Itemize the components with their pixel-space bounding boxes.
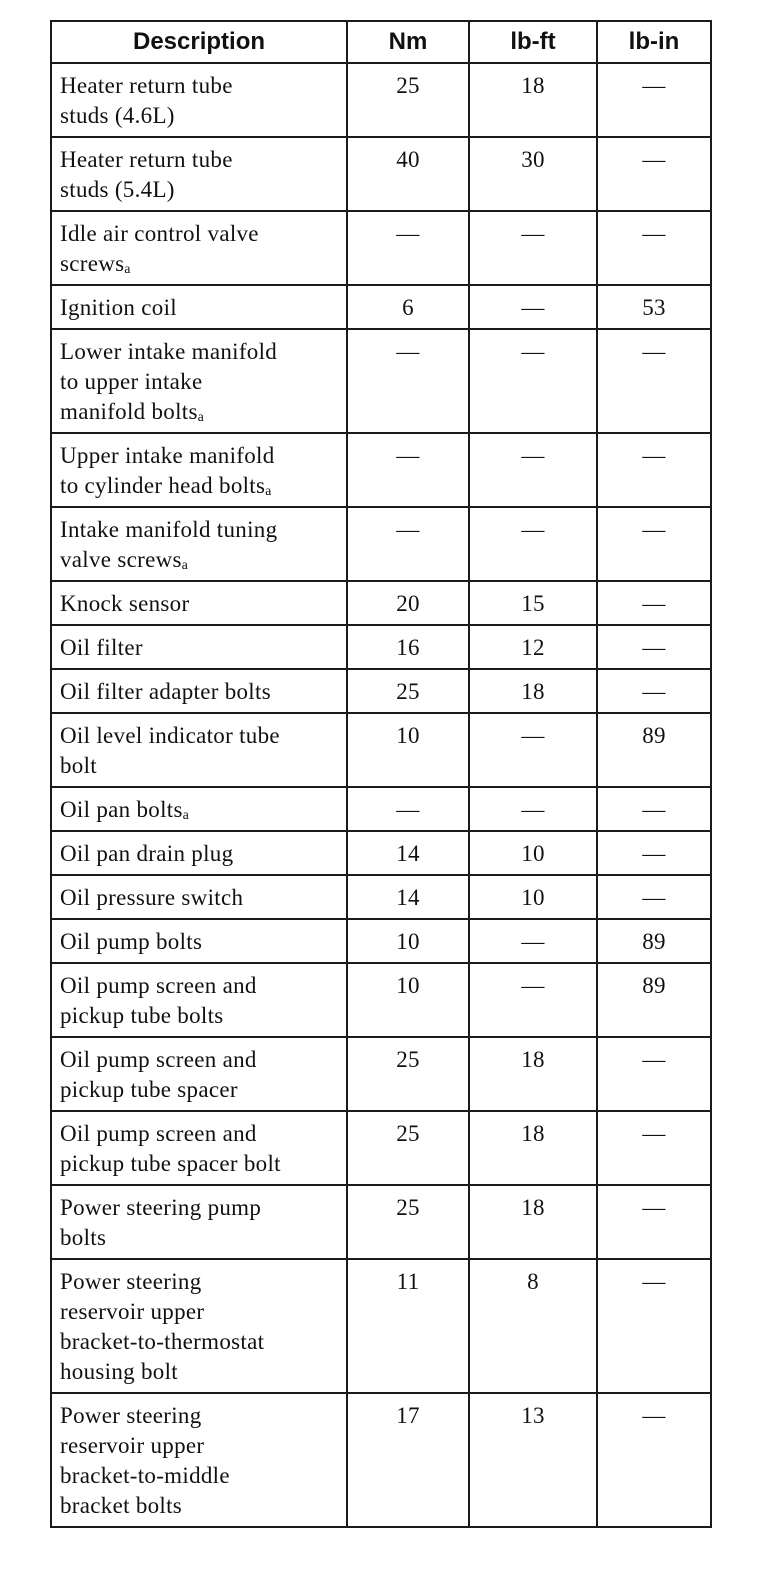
cell-lb-ft: 12	[469, 625, 597, 669]
cell-nm: 25	[347, 1037, 469, 1111]
cell-nm: 25	[347, 1185, 469, 1259]
cell-lb-ft: 18	[469, 1037, 597, 1111]
cell-lb-ft: 18	[469, 1185, 597, 1259]
cell-lb-in: —	[597, 669, 711, 713]
table-row	[51, 919, 711, 963]
cell-lb-ft: —	[469, 285, 597, 329]
cell-description: Oil filter	[51, 625, 347, 669]
table-row	[51, 433, 711, 507]
header-lb-in: lb-in	[597, 21, 711, 63]
table-row	[51, 831, 711, 875]
cell-lb-in: —	[597, 625, 711, 669]
cell-lb-ft: 30	[469, 137, 597, 211]
cell-lb-ft: —	[469, 329, 597, 433]
cell-lb-ft: 15	[469, 581, 597, 625]
cell-lb-ft: —	[469, 433, 597, 507]
table-body	[51, 63, 711, 1527]
cell-lb-in: —	[597, 211, 711, 285]
cell-nm: 14	[347, 831, 469, 875]
cell-description: Oil pan drain plug	[51, 831, 347, 875]
table-row	[51, 581, 711, 625]
cell-lb-in: —	[597, 137, 711, 211]
table-header-row	[51, 21, 711, 63]
table-row	[51, 1259, 711, 1393]
cell-lb-ft: —	[469, 919, 597, 963]
table-row	[51, 875, 711, 919]
cell-description: Intake manifold tuning valve screwsₐ	[51, 507, 347, 581]
cell-lb-in: —	[597, 875, 711, 919]
cell-lb-in: —	[597, 63, 711, 137]
cell-description: Upper intake manifold to cylinder head boltsₐ	[51, 433, 347, 507]
table-row	[51, 211, 711, 285]
cell-lb-in: —	[597, 1259, 711, 1393]
cell-lb-in: —	[597, 1185, 711, 1259]
cell-lb-in: —	[597, 1037, 711, 1111]
cell-description: Oil pump screen and pickup tube spacer bolt	[51, 1111, 347, 1185]
table-row	[51, 1393, 711, 1527]
table-row	[51, 1037, 711, 1111]
cell-lb-in: —	[597, 581, 711, 625]
table-row	[51, 63, 711, 137]
cell-nm: —	[347, 329, 469, 433]
cell-description: Lower intake manifold to upper intake manifold boltsₐ	[51, 329, 347, 433]
cell-lb-in: 89	[597, 963, 711, 1037]
cell-lb-in: —	[597, 1393, 711, 1527]
cell-lb-ft: 18	[469, 669, 597, 713]
cell-lb-ft: 13	[469, 1393, 597, 1527]
cell-nm: 6	[347, 285, 469, 329]
cell-lb-in: 89	[597, 713, 711, 787]
table-row	[51, 1111, 711, 1185]
cell-nm: —	[347, 787, 469, 831]
table-row	[51, 963, 711, 1037]
cell-description: Oil pan boltsₐ	[51, 787, 347, 831]
cell-lb-in: —	[597, 507, 711, 581]
cell-description: Power steering reservoir upper bracket-to-thermostat housing bolt	[51, 1259, 347, 1393]
cell-nm: 40	[347, 137, 469, 211]
cell-lb-ft: —	[469, 211, 597, 285]
cell-description: Heater return tube studs (5.4L)	[51, 137, 347, 211]
cell-nm: 14	[347, 875, 469, 919]
header-description: Description	[51, 21, 347, 63]
cell-lb-in: —	[597, 329, 711, 433]
cell-lb-in: —	[597, 433, 711, 507]
cell-lb-ft: 10	[469, 831, 597, 875]
cell-description: Oil filter adapter bolts	[51, 669, 347, 713]
cell-description: Oil level indicator tube bolt	[51, 713, 347, 787]
cell-lb-ft: 8	[469, 1259, 597, 1393]
torque-spec-table	[50, 20, 712, 1528]
cell-description: Oil pump screen and pickup tube bolts	[51, 963, 347, 1037]
cell-nm: 10	[347, 963, 469, 1037]
cell-description: Ignition coil	[51, 285, 347, 329]
table-row	[51, 669, 711, 713]
header-nm: Nm	[347, 21, 469, 63]
cell-lb-ft: 18	[469, 63, 597, 137]
cell-nm: —	[347, 507, 469, 581]
cell-nm: —	[347, 211, 469, 285]
table-row	[51, 137, 711, 211]
cell-nm: —	[347, 433, 469, 507]
table-row	[51, 713, 711, 787]
cell-description: Oil pump bolts	[51, 919, 347, 963]
cell-nm: 17	[347, 1393, 469, 1527]
cell-nm: 25	[347, 1111, 469, 1185]
cell-lb-ft: —	[469, 787, 597, 831]
cell-nm: 16	[347, 625, 469, 669]
cell-lb-in: —	[597, 831, 711, 875]
cell-lb-ft: 10	[469, 875, 597, 919]
cell-lb-ft: —	[469, 507, 597, 581]
table-row	[51, 1185, 711, 1259]
cell-description: Power steering reservoir upper bracket-to-middle bracket bolts	[51, 1393, 347, 1527]
cell-lb-ft: —	[469, 963, 597, 1037]
cell-lb-in: —	[597, 1111, 711, 1185]
cell-nm: 10	[347, 919, 469, 963]
cell-nm: 10	[347, 713, 469, 787]
cell-lb-in: 53	[597, 285, 711, 329]
table-row	[51, 787, 711, 831]
cell-lb-in: —	[597, 787, 711, 831]
cell-description: Idle air control valve screwsₐ	[51, 211, 347, 285]
cell-lb-in: 89	[597, 919, 711, 963]
cell-lb-ft: —	[469, 713, 597, 787]
table-row	[51, 625, 711, 669]
cell-description: Heater return tube studs (4.6L)	[51, 63, 347, 137]
table-row	[51, 285, 711, 329]
header-lb-ft: lb-ft	[469, 21, 597, 63]
cell-nm: 25	[347, 669, 469, 713]
cell-description: Power steering pump bolts	[51, 1185, 347, 1259]
cell-nm: 11	[347, 1259, 469, 1393]
table-row	[51, 507, 711, 581]
cell-lb-ft: 18	[469, 1111, 597, 1185]
cell-description: Knock sensor	[51, 581, 347, 625]
cell-nm: 20	[347, 581, 469, 625]
table-row	[51, 329, 711, 433]
cell-nm: 25	[347, 63, 469, 137]
cell-description: Oil pressure switch	[51, 875, 347, 919]
cell-description: Oil pump screen and pickup tube spacer	[51, 1037, 347, 1111]
